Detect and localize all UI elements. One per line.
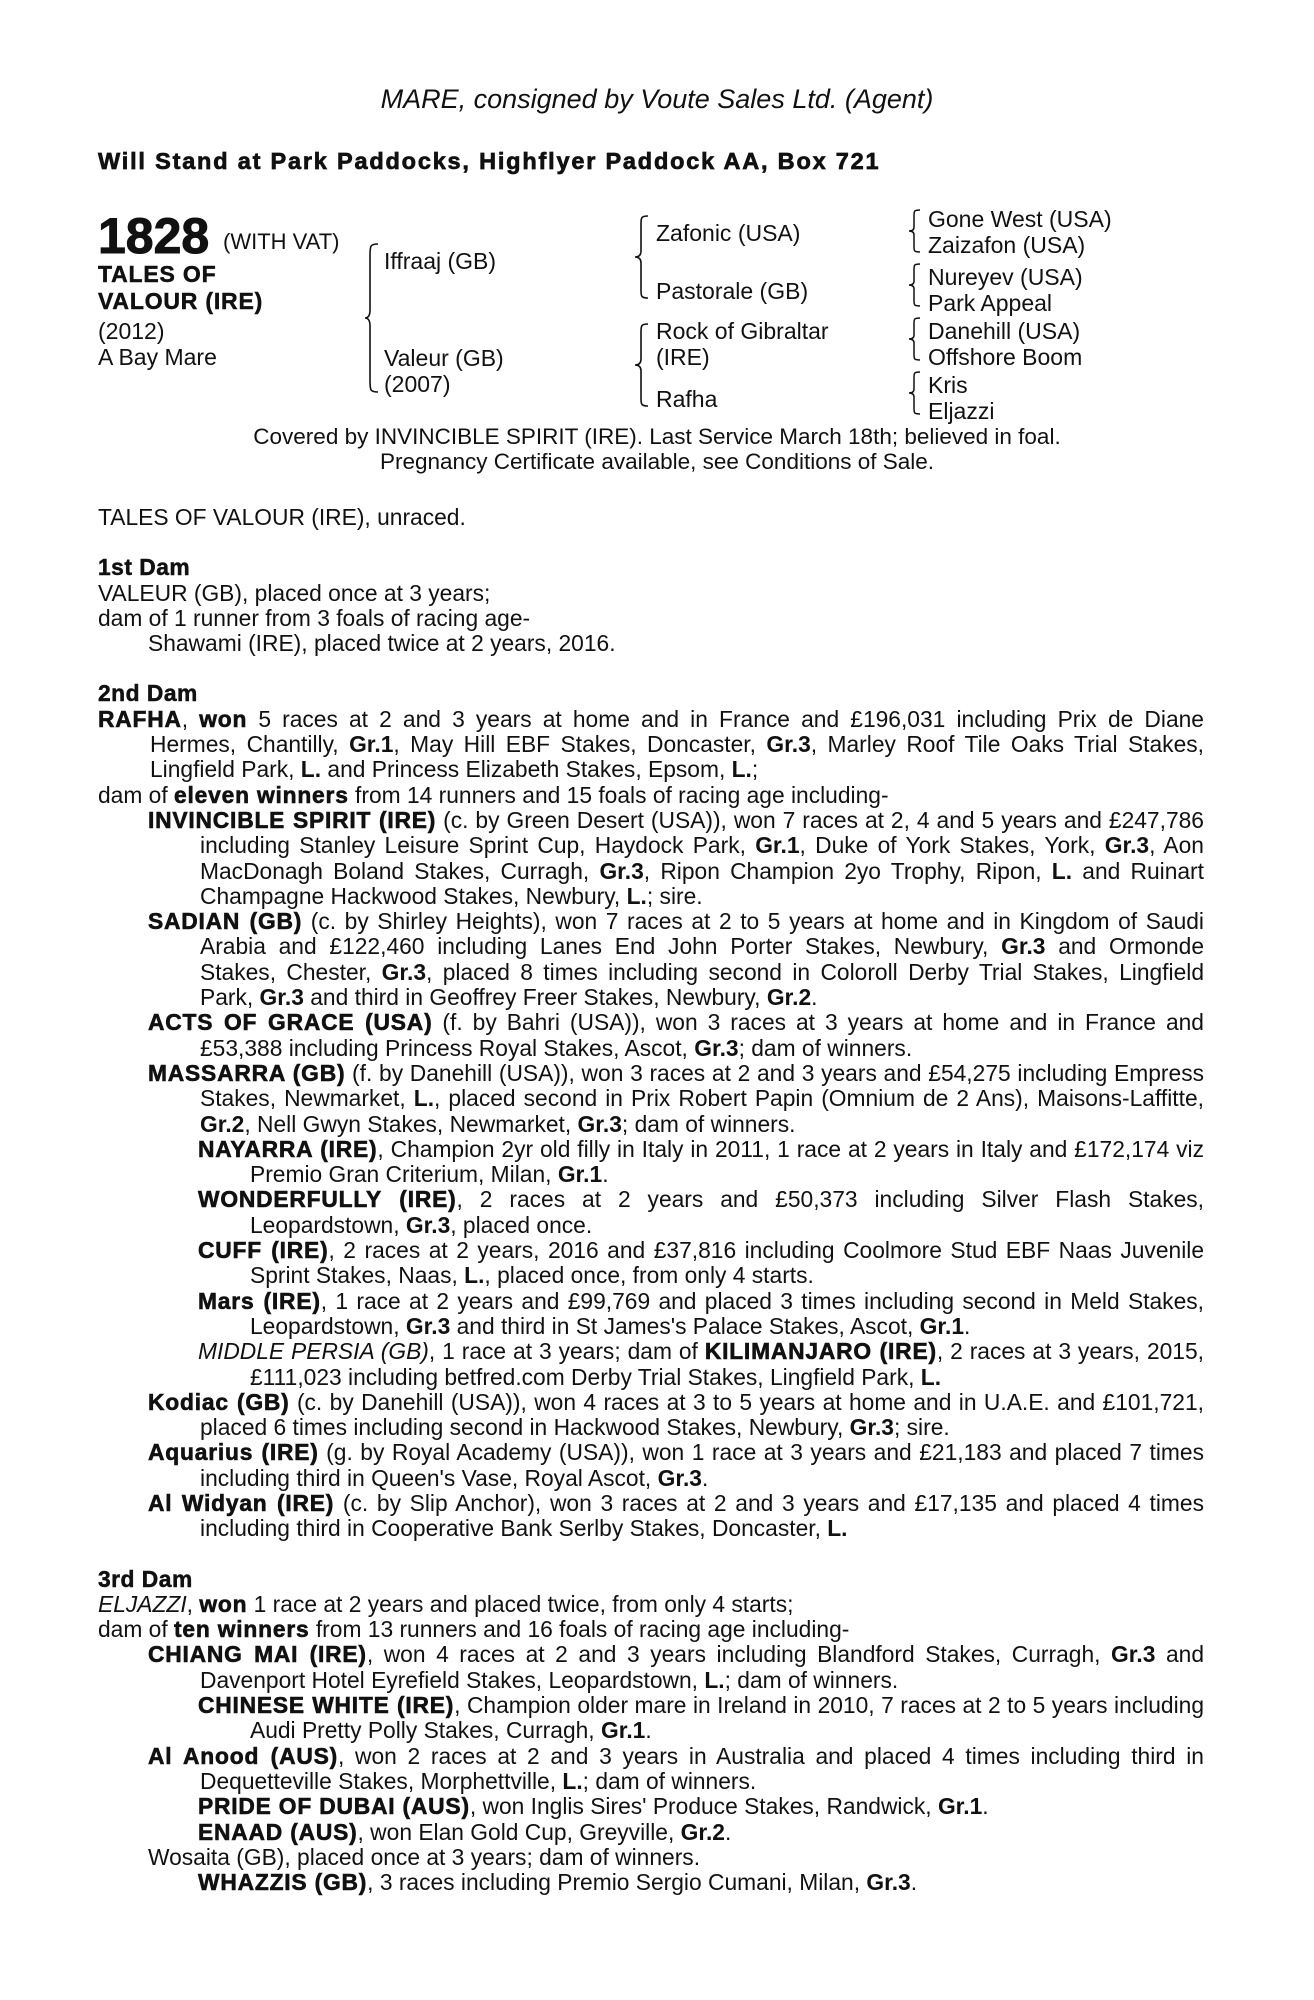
- al-anood-entry: [98, 1744, 1204, 1795]
- eljazzi-damof-text2: from 13 runners and 16 foals of racing age including-: [309, 1616, 850, 1643]
- covered-line2: Pregnancy Certificate available, see Conditions of Sale.: [379, 449, 935, 474]
- chiang-mai-grade2: L.: [704, 1666, 725, 1693]
- acts-text2: ; dam of winners.: [738, 1034, 913, 1061]
- kodiac-name: Kodiac (GB): [148, 1388, 290, 1415]
- pride-of-dubai-text1: , won Inglis Sires' Produce Stakes, Randwick,: [469, 1793, 938, 1820]
- whazzis-entry: [98, 1870, 1204, 1895]
- whazzis-text1: , 3 races including Premio Sergio Cumani, Milan,: [367, 1869, 867, 1896]
- mars-text3: .: [964, 1312, 971, 1339]
- first-dam-heading: 1st Dam: [98, 554, 191, 581]
- rafha-damof-winners: eleven winners: [174, 781, 349, 808]
- pedigree-dam-dam: Rafha: [656, 386, 718, 412]
- acts-text1: (f. by Bahri (USA)), won 3 races at 3 years at home and in France and £53,388 including Princess Royal Stakes, Ascot,: [200, 1009, 1204, 1061]
- mars-text1: , 1 race at 2 years and £99,769 and placed 3 times including second in Meld Stakes, Leopardstown,: [250, 1287, 1204, 1339]
- whazzis-name: WHAZZIS (GB): [198, 1869, 368, 1896]
- invincible-text1: (c. by Green Desert (USA)), won 7 races at 2, 4 and 5 years and £247,786 including Stanley Leisure Sprint Cup, Haydock Park,: [200, 806, 1204, 859]
- wonderfully-text1: , 2 races at 2 years and £50,373 including Silver Flash Stakes, Leopardstown,: [250, 1186, 1204, 1238]
- rafha-text5: ;: [751, 756, 759, 783]
- pedigree-dam-sire-line1: Rock of Gibraltar: [656, 318, 829, 344]
- chiang-mai-text1: , won 4 races at 2 and 3 years including Blandford Stakes, Curragh,: [366, 1641, 1112, 1668]
- pedigree-g5: Danehill (USA): [928, 318, 1081, 344]
- middle-persia-grade1: L.: [920, 1363, 942, 1390]
- first-dam-line3: Shawami (IRE), placed twice at 2 years, 2016.: [148, 630, 616, 657]
- sadian-text4: and third in Geoffrey Freer Stakes, Newbury,: [303, 984, 767, 1011]
- pedigree-dam-sire-line2: (IRE): [656, 344, 710, 370]
- eljazzi-damof-winners: ten winners: [174, 1616, 310, 1643]
- kilimanjaro-name: KILIMANJARO (IRE): [704, 1338, 937, 1365]
- massarra-grade2: Gr.2: [200, 1110, 245, 1137]
- wonderfully-text2: , placed once.: [450, 1211, 593, 1238]
- al-widyan-entry: [98, 1491, 1204, 1542]
- eljazzi-entry: [98, 1592, 1204, 1617]
- pedigree-dam-sire: [656, 318, 829, 370]
- al-widyan-grade1: L.: [827, 1515, 848, 1542]
- pride-of-dubai-text2: .: [982, 1793, 989, 1820]
- invincible-text6: ; sire.: [646, 882, 703, 909]
- invincible-grade5: L.: [626, 882, 647, 909]
- rafha-grade2: Gr.3: [766, 731, 811, 758]
- sadian-text5: .: [811, 984, 818, 1011]
- eljazzi-won: won: [199, 1590, 248, 1617]
- sadian-text2: and Ormonde Stakes, Chester,: [200, 933, 1204, 985]
- pedigree-brace-g3: [908, 316, 922, 362]
- rafha-dam-of: [98, 783, 1204, 808]
- middle-persia-text2: , 2 races at 3 years, 2015, £111,023 including betfred.com Derby Trial Stakes, Lingfield Park,: [250, 1338, 1204, 1390]
- pride-of-dubai-entry: [98, 1794, 1204, 1819]
- eljazzi-damof-text1: dam of: [98, 1616, 175, 1643]
- acts-entry: [98, 1010, 1204, 1061]
- invincible-grade1: Gr.1: [755, 832, 800, 859]
- chiang-mai-grade1: Gr.3: [1111, 1641, 1156, 1668]
- enaad-name: ENAAD (AUS): [198, 1818, 358, 1845]
- wonderfully-grade1: Gr.3: [405, 1211, 451, 1238]
- rafha-damof-text2: from 14 runners and 15 foals of racing age including-: [348, 781, 889, 808]
- invincible-entry: [98, 808, 1204, 909]
- pedigree-g1: Gone West (USA): [928, 206, 1112, 232]
- sadian-text3: , placed 8 times including second in Coloroll Derby Trial Stakes, Lingfield Park,: [200, 958, 1204, 1011]
- invincible-text4: , Ripon Champion 2yo Trophy, Ripon,: [643, 857, 1052, 884]
- al-anood-text1: , won 2 races at 2 and 3 years in Australia and placed 4 times including third in Dequetteville Stakes, Morphettville,: [200, 1742, 1204, 1794]
- pedigree-brace-g2: [908, 262, 922, 308]
- aquarius-grade1: Gr.3: [657, 1464, 702, 1491]
- invincible-grade2: Gr.3: [1104, 832, 1150, 859]
- chinese-white-grade1: Gr.1: [600, 1717, 646, 1744]
- nayarra-name: NAYARRA (IRE): [198, 1135, 378, 1162]
- aquarius-text2: .: [701, 1464, 709, 1491]
- al-widyan-text1: (c. by Slip Anchor), won 3 races at 2 and 3 years and £17,135 and placed 4 times including third in Cooperative Bank Serlby Stakes, Doncaster,: [200, 1489, 1205, 1542]
- horse-name-line1: TALES OF: [98, 261, 217, 287]
- mars-text2: and third in St James's Palace Stakes, Ascot,: [450, 1312, 920, 1339]
- invincible-grade4: L.: [1051, 857, 1073, 884]
- wosaita-entry: Wosaita (GB), placed once at 3 years; dam of winners.: [148, 1843, 701, 1870]
- rafha-text2: , May Hill EBF Stakes, Doncaster,: [393, 731, 767, 758]
- acts-grade1: Gr.3: [694, 1034, 739, 1061]
- middle-persia-name: MIDDLE PERSIA (GB): [198, 1338, 429, 1365]
- rafha-entry: RAFHA, won 5 races at 2 and 3 years at home and in France and £196,031 including Prix de Diane Hermes, Chantilly, Gr.1, May Hill EBF Stakes, Doncaster, Gr.3, Marley Roof Tile Oaks Trial Stakes, Lingfield Park, L. and Princess Elizabeth Stakes, Epsom, L.;: [98, 705, 1204, 783]
- chinese-white-text1: , Champion older mare in Ireland in 2010, 7 races at 2 to 5 years including Audi Pretty Polly Stakes, Curragh,: [250, 1692, 1205, 1744]
- pedigree-g3: Nureyev (USA): [928, 264, 1083, 290]
- chinese-white-text2: .: [645, 1717, 652, 1744]
- chiang-mai-text3: ; dam of winners.: [724, 1666, 899, 1693]
- rafha-text3: , Marley Roof Tile Oaks Trial Stakes, Lingfield Park,: [150, 731, 1204, 783]
- cuff-entry: [98, 1238, 1204, 1289]
- massarra-grade1: L.: [413, 1085, 435, 1112]
- chiang-mai-entry: [98, 1642, 1204, 1693]
- mars-grade1: Gr.3: [405, 1312, 451, 1339]
- invincible-text5: and Ruinart Champagne Hackwood Stakes, Newbury,: [200, 857, 1204, 909]
- nayarra-text1: , Champion 2yr old filly in Italy in 2011, 1 race at 2 years in Italy and £172,174 viz Premio Gran Criterium, Milan,: [250, 1135, 1205, 1188]
- rafha-grade1: Gr.1: [349, 731, 394, 758]
- massarra-text4: ; dam of winners.: [621, 1110, 796, 1137]
- enaad-entry: [98, 1820, 1204, 1845]
- first-dam-line2: dam of 1 runner from 3 foals of racing age-: [98, 604, 531, 631]
- massarra-text2: , placed second in Prix Robert Papin (Omnium de 2 Ans), Maisons-Laffitte,: [434, 1085, 1204, 1112]
- chiang-mai-text2: and Davenport Hotel Eyrefield Stakes, Leopardstown,: [200, 1641, 1204, 1693]
- eljazzi-name: ELJAZZI: [98, 1590, 187, 1617]
- eljazzi-text2: 1 race at 2 years and placed twice, from only 4 starts;: [247, 1590, 794, 1617]
- massarra-text3: , Nell Gwyn Stakes, Newmarket,: [244, 1110, 578, 1137]
- rafha-grade4: L.: [731, 756, 752, 783]
- invincible-grade3: Gr.3: [599, 857, 644, 884]
- al-widyan-name: Al Widyan (IRE): [148, 1489, 335, 1516]
- aquarius-entry: [98, 1440, 1204, 1491]
- middle-persia-text1: , 1 race at 3 years; dam of: [428, 1338, 705, 1365]
- mars-name: Mars (IRE): [198, 1287, 321, 1314]
- enaad-grade1: Gr.2: [680, 1818, 725, 1845]
- pedigree-brace-main: [364, 242, 380, 394]
- pedigree-g6: Offshore Boom: [928, 344, 1083, 370]
- eljazzi-text1: ,: [186, 1590, 200, 1617]
- whazzis-grade1: Gr.3: [866, 1869, 911, 1896]
- massarra-entry: [98, 1061, 1204, 1137]
- pedigree-g4: Park Appeal: [928, 290, 1053, 316]
- rafha-name: RAFHA: [98, 705, 182, 732]
- rafha-damof-text1: dam of: [98, 781, 175, 808]
- second-dam-heading: 2nd Dam: [98, 680, 198, 707]
- nayarra-grade1: Gr.1: [557, 1161, 603, 1188]
- sadian-grade1: Gr.3: [1001, 933, 1046, 960]
- nayarra-entry: [98, 1137, 1204, 1188]
- cuff-name: CUFF (IRE): [198, 1237, 329, 1264]
- invincible-text3: , Aon MacDonagh Boland Stakes, Curragh,: [200, 832, 1204, 884]
- wonderfully-name: WONDERFULLY (IRE): [198, 1186, 457, 1213]
- invincible-name: INVINCIBLE SPIRIT (IRE): [148, 806, 437, 833]
- pedigree-brace-g1: [908, 208, 922, 254]
- pedigree-sire-dam: Pastorale (GB): [656, 278, 809, 304]
- lot-number: 1828: [98, 208, 210, 264]
- pedigree-brace-dam: [634, 322, 650, 408]
- eljazzi-dam-of: [98, 1617, 1204, 1642]
- middle-persia-entry: [98, 1339, 1204, 1390]
- mars-entry: [98, 1289, 1204, 1340]
- catalogue-body: [98, 505, 1204, 1895]
- pedigree-g8: Eljazzi: [928, 398, 995, 424]
- massarra-name: MASSARRA (GB): [148, 1059, 346, 1086]
- cuff-grade1: L.: [464, 1262, 485, 1289]
- horse-description: A Bay Mare: [98, 344, 217, 370]
- sadian-grade4: Gr.2: [766, 984, 812, 1011]
- kodiac-entry: [98, 1390, 1204, 1441]
- nayarra-text2: .: [602, 1161, 609, 1188]
- al-anood-name: Al Anood (AUS): [148, 1742, 338, 1769]
- enaad-text2: .: [724, 1818, 732, 1845]
- cuff-text2: , placed once, from only 4 starts.: [484, 1262, 814, 1289]
- kodiac-text1: (c. by Danehill (USA)), won 4 races at 3 to 5 years at home and in U.A.E. and £101,721, placed 6 times including second in Hackwood Stakes, Newbury,: [200, 1388, 1204, 1441]
- pedigree-sire-sire: Zafonic (USA): [656, 220, 801, 246]
- pedigree-dam-year: (2007): [384, 371, 451, 397]
- sadian-entry: [98, 909, 1204, 1010]
- whazzis-text2: .: [910, 1869, 918, 1896]
- sadian-text1: (c. by Shirley Heights), won 7 races at 2 to 5 years at home and in Kingdom of Saudi Arabia and £122,460 including Lanes End John Porter Stakes, Newbury,: [200, 908, 1205, 960]
- stand-location: Will Stand at Park Paddocks, Highflyer Paddock AA, Box 721: [98, 148, 881, 174]
- sadian-name: SADIAN (GB): [148, 908, 303, 935]
- first-dam-line1: VALEUR (GB), placed once at 3 years;: [98, 579, 491, 606]
- pride-of-dubai-name: PRIDE OF DUBAI (AUS): [198, 1793, 470, 1820]
- horse-name-line2: VALOUR (IRE): [98, 288, 264, 314]
- massarra-grade3: Gr.3: [577, 1110, 622, 1137]
- pedigree-sire: Iffraaj (GB): [384, 248, 497, 274]
- invincible-text2: , Duke of York Stakes, York,: [799, 832, 1105, 859]
- pride-of-dubai-grade1: Gr.1: [937, 1793, 983, 1820]
- sadian-grade2: Gr.3: [381, 958, 427, 985]
- pedigree-brace-sire: [634, 214, 650, 300]
- rafha-text4: and Princess Elizabeth Stakes, Epsom,: [321, 756, 732, 783]
- enaad-text1: , won Elan Gold Cup, Greyville,: [357, 1818, 681, 1845]
- vat-note: (WITH VAT): [223, 229, 340, 254]
- kodiac-grade1: Gr.3: [849, 1414, 894, 1441]
- pedigree-g7: Kris: [928, 372, 968, 398]
- massarra-text1: (f. by Danehill (USA)), won 3 races at 2 and 3 years and £54,275 including Empress Stakes, Newmarket,: [200, 1059, 1205, 1112]
- mars-grade2: Gr.1: [919, 1312, 964, 1339]
- chinese-white-name: CHINESE WHITE (IRE): [198, 1692, 455, 1719]
- chinese-white-entry: [98, 1693, 1204, 1744]
- al-anood-text2: ; dam of winners.: [582, 1767, 757, 1794]
- pedigree-g2: Zaizafon (USA): [928, 232, 1086, 258]
- chiang-mai-name: CHIANG MAI (IRE): [148, 1641, 367, 1668]
- covered-note: [0, 424, 1314, 474]
- aquarius-text1: (g. by Royal Academy (USA)), won 1 race at 3 years and £21,183 and placed 7 times including third in Queen's Vase, Royal Ascot,: [200, 1439, 1204, 1491]
- horse-name: [98, 261, 263, 315]
- third-dam-heading: 3rd Dam: [98, 1565, 193, 1592]
- sadian-grade3: Gr.3: [259, 984, 304, 1011]
- covered-line1: Covered by INVINCIBLE SPIRIT (IRE). Last Service March 18th; believed in foal.: [253, 424, 1061, 449]
- rafha-grade3: L.: [300, 756, 322, 783]
- aquarius-name: Aquarius (IRE): [148, 1439, 319, 1466]
- acts-name: ACTS OF GRACE (USA): [148, 1009, 433, 1036]
- cuff-text1: , 2 races at 2 years, 2016 and £37,816 including Coolmore Stud EBF Naas Juvenile Sprint Stakes, Naas,: [250, 1237, 1204, 1289]
- wonderfully-entry: [98, 1187, 1204, 1238]
- rafha-text1: 5 races at 2 and 3 years at home and in France and £196,031 including Prix de Diane Hermes, Chantilly,: [150, 705, 1204, 758]
- consignment-line: MARE, consigned by Voute Sales Ltd. (Agent): [380, 84, 934, 114]
- al-anood-grade1: L.: [562, 1767, 583, 1794]
- pedigree-brace-g4: [908, 370, 922, 416]
- pedigree-dam: Valeur (GB): [384, 345, 504, 371]
- kodiac-text2: ; sire.: [893, 1414, 950, 1441]
- rafha-won: won: [199, 705, 248, 732]
- intro-line: TALES OF VALOUR (IRE), unraced.: [98, 504, 466, 530]
- foaling-year: (2012): [98, 318, 165, 344]
